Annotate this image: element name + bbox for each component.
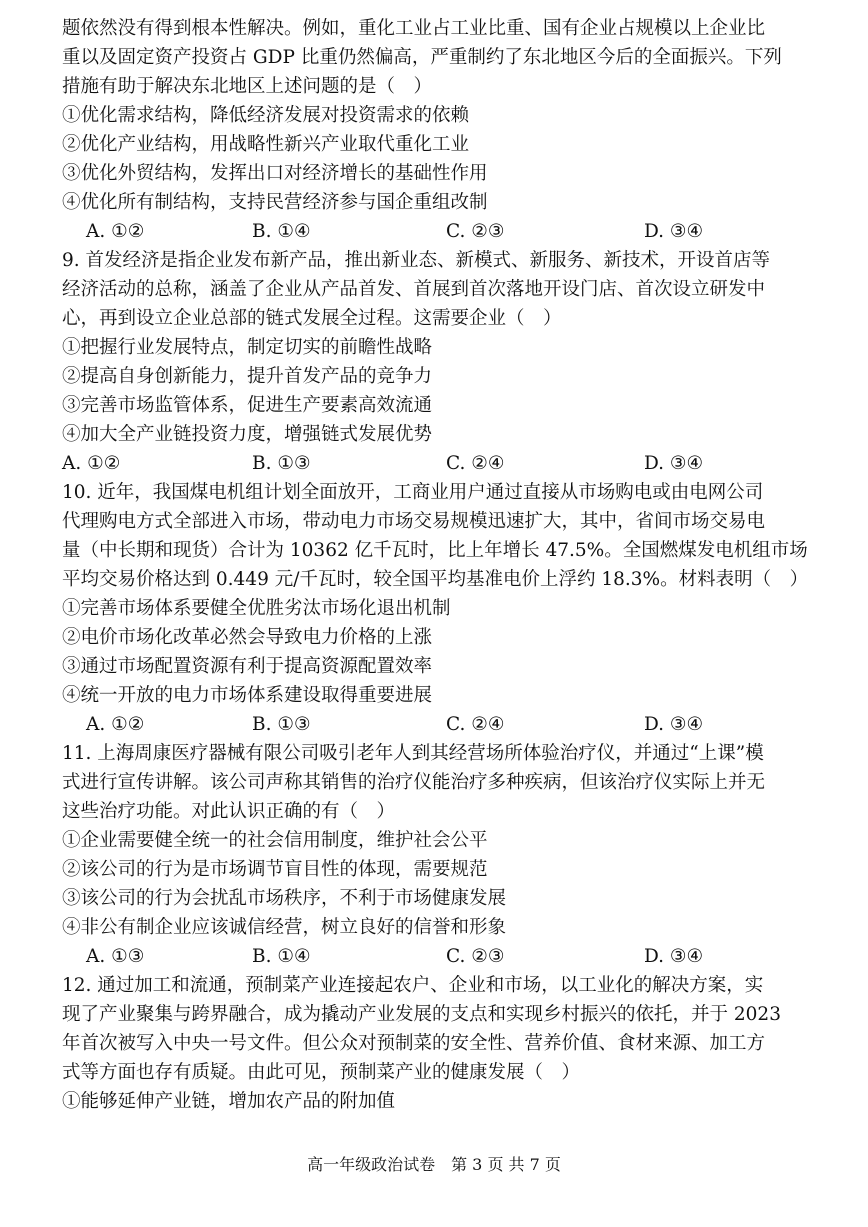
question-text-line: 重以及固定资产投资占 GDP 比重仍然偏高，严重制约了东北地区今后的全面振兴。下列 — [62, 47, 782, 68]
option-c: C. ②③ — [446, 946, 505, 967]
option-c: C. ②④ — [446, 453, 505, 474]
option-b: B. ①④ — [252, 946, 311, 967]
statement-2: ②优化产业结构，用战略性新兴产业取代重化工业 — [62, 134, 470, 155]
answer-options — [62, 449, 822, 478]
statement-2: ②电价市场化改革必然会导致电力价格的上涨 — [62, 627, 433, 648]
question-text-line: 现了产业聚集与跨界融合，成为撬动产业发展的支点和实现乡村振兴的依托，并于 2023 — [62, 1004, 781, 1025]
page-footer: 高一年级政治试卷 第 3 页 共 7 页 — [307, 1155, 561, 1174]
option-a: A. ①② — [86, 221, 145, 242]
statement-4: ④统一开放的电力市场体系建设取得重要进展 — [62, 685, 433, 706]
option-b: B. ①③ — [252, 453, 311, 474]
statement-1: ①完善市场体系要健全优胜劣汰市场化退出机制 — [62, 598, 451, 619]
option-b: B. ①④ — [252, 221, 311, 242]
statement-3: ③通过市场配置资源有利于提高资源配置效率 — [62, 656, 433, 677]
option-d: D. ③④ — [644, 453, 704, 474]
statement-3: ③该公司的行为会扰乱市场秩序，不利于市场健康发展 — [62, 888, 507, 909]
question-text-line: 式等方面也存有质疑。由此可见，预制菜产业的健康发展（ ） — [62, 1062, 581, 1083]
question-text-line: 这些治疗功能。对此认识正确的有（ ） — [62, 801, 396, 822]
option-a: A. ①③ — [86, 946, 145, 967]
option-d: D. ③④ — [644, 714, 704, 735]
answer-options — [62, 710, 822, 739]
option-a: A. ①② — [86, 714, 145, 735]
question-12 — [62, 971, 822, 1116]
option-d: D. ③④ — [644, 946, 704, 967]
statement-2: ②该公司的行为是市场调节盲目性的体现，需要规范 — [62, 859, 488, 880]
option-d: D. ③④ — [644, 221, 704, 242]
statement-1: ①优化需求结构，降低经济发展对投资需求的依赖 — [62, 105, 470, 126]
question-text-line: 经济活动的总称，涵盖了企业从产品首发、首展到首次落地开设门店、首次设立研发中 — [62, 279, 766, 300]
option-c: C. ②③ — [446, 221, 505, 242]
exam-page — [62, 14, 822, 1116]
answer-options — [62, 217, 822, 246]
statement-1: ①把握行业发展特点，制定切实的前瞻性战略 — [62, 337, 433, 358]
option-c: C. ②④ — [446, 714, 505, 735]
question-text-line: 式进行宣传讲解。该公司声称其销售的治疗仪能治疗多种疾病，但该治疗仪实际上并无 — [62, 772, 766, 793]
statement-4: ④非公有制企业应该诚信经营，树立良好的信誉和形象 — [62, 917, 507, 938]
option-a: A. ①② — [62, 453, 121, 474]
question-text-line: 措施有助于解决东北地区上述问题的是（ ） — [62, 76, 433, 97]
question-9 — [62, 246, 822, 478]
question-text-line: 心，再到设立企业总部的链式发展全过程。这需要企业（ ） — [62, 308, 562, 329]
question-text-line: 10. 近年，我国煤电机组计划全面放开，工商业用户通过直接从市场购电或由电网公司 — [62, 482, 764, 503]
question-11 — [62, 739, 822, 971]
option-b: B. ①③ — [252, 714, 311, 735]
statement-4: ④加大全产业链投资力度，增强链式发展优势 — [62, 424, 433, 445]
question-text-line: 年首次被写入中央一号文件。但公众对预制菜的安全性、营养价值、食材来源、加工方 — [62, 1033, 766, 1054]
question-text-line: 量（中长期和现货）合计为 10362 亿千瓦时，比上年增长 47.5%。全国燃煤发电机组市场 — [62, 540, 808, 561]
question-10 — [62, 478, 822, 739]
question-8 — [62, 14, 822, 246]
statement-2: ②提高自身创新能力，提升首发产品的竞争力 — [62, 366, 433, 387]
question-text-line: 12. 通过加工和流通，预制菜产业连接起农户、企业和市场，以工业化的解决方案，实 — [62, 975, 764, 996]
statement-1: ①能够延伸产业链，增加农产品的附加值 — [62, 1091, 396, 1112]
statement-3: ③完善市场监管体系，促进生产要素高效流通 — [62, 395, 433, 416]
statement-3: ③优化外贸结构，发挥出口对经济增长的基础性作用 — [62, 163, 488, 184]
question-text-line: 代理购电方式全部进入市场，带动电力市场交易规模迅速扩大，其中，省间市场交易电 — [62, 511, 766, 532]
question-text-line: 9. 首发经济是指企业发布新产品，推出新业态、新模式、新服务、新技术，开设首店等 — [62, 250, 771, 271]
statement-1: ①企业需要健全统一的社会信用制度，维护社会公平 — [62, 830, 488, 851]
answer-options — [62, 942, 822, 971]
question-text-line: 平均交易价格达到 0.449 元/千瓦时，较全国平均基准电价上浮约 18.3%。材料表明（ ） — [62, 569, 809, 590]
question-text-line: 题依然没有得到根本性解决。例如，重化工业占工业比重、国有企业占规模以上企业比 — [62, 18, 766, 39]
question-text-line: 11. 上海周康医疗器械有限公司吸引老年人到其经营场所体验治疗仪，并通过“上课”模 — [62, 743, 764, 764]
statement-4: ④优化所有制结构，支持民营经济参与国企重组改制 — [62, 192, 488, 213]
